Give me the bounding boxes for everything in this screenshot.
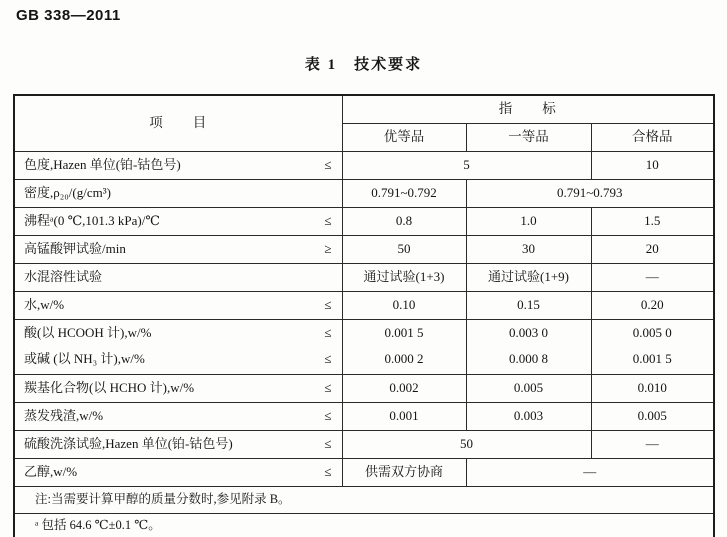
cell-boiling-first: 1.0 [466,207,591,235]
row-label-water: 水,w/% ≤ [14,291,342,319]
row-label-carbonyl: 羰基化合物(以 HCHO 计),w/% ≤ [14,374,342,402]
row-label-ethanol: 乙醇,w/% ≤ [14,458,342,486]
cell-acid-alkali-qualified: 0.005 0 0.001 5 [591,319,714,374]
cell-density-first-qualified: 0.791~0.793 [466,179,714,207]
table-row-permanganate [14,235,714,263]
cell-water-premium: 0.10 [342,291,466,319]
row-label-sulfuric-wash: 硫酸洗涤试验,Hazen 单位(铂-钴色号) ≤ [14,430,342,458]
table-row-note [14,486,714,513]
cell-evaporation-qualified: 0.005 [591,402,714,430]
table-row-density [14,179,714,207]
cell-ethanol-first-qualified: — [466,458,714,486]
row-label-color: 色度,Hazen 单位(铂-钴色号) ≤ [14,151,342,179]
cell-ethanol-premium: 供需双方协商 [342,458,466,486]
le-symbol: ≤ [324,212,332,228]
header-item: 项 目 [14,95,342,151]
cell-density-premium: 0.791~0.792 [342,179,466,207]
cell-permanganate-qualified: 20 [591,235,714,263]
row-label-density: 密度,ρ₂₀/(g/cm³) [14,179,342,207]
table-row-water-miscibility [14,263,714,291]
row-label-evaporation-residue: 蒸发残渣,w/% ≤ [14,402,342,430]
cell-water-miscibility-first: 通过试验(1+9) [466,263,591,291]
le-symbol: ≤ [324,156,332,172]
table-row-evaporation-residue [14,402,714,430]
le-symbol: ≤ [324,296,332,312]
ge-symbol: ≥ [324,240,332,256]
header-row-index [14,95,714,123]
header-grade-premium: 优等品 [342,123,466,151]
header-grade-qualified: 合格品 [591,123,714,151]
table-row-footnote [14,513,714,537]
table-row-ethanol [14,458,714,486]
row-label-water-miscibility: 水混溶性试验 [14,263,342,291]
cell-permanganate-premium: 50 [342,235,466,263]
header-index-group: 指 标 [342,95,714,123]
le-symbol: ≤ [324,463,332,479]
row-label-boiling-range: 沸程ᵃ(0 ℃,101.3 kPa)/℃ ≤ [14,207,342,235]
technical-requirements-table [13,94,715,537]
cell-boiling-qualified: 1.5 [591,207,714,235]
cell-carbonyl-premium: 0.002 [342,374,466,402]
cell-evaporation-premium: 0.001 [342,402,466,430]
table-row-acid-alkali [14,319,714,374]
row-label-acid-alkali: 酸(以 HCOOH 计),w/% ≤ 或碱 (以 NH₃ 计),w/% ≤ [14,319,342,374]
cell-carbonyl-qualified: 0.010 [591,374,714,402]
table-row-color [14,151,714,179]
table-row-boiling-range [14,207,714,235]
table-footnote: ᵃ 包括 64.6 ℃±0.1 ℃。 [14,513,714,537]
cell-water-miscibility-qualified: — [591,263,714,291]
table-row-water [14,291,714,319]
cell-water-qualified: 0.20 [591,291,714,319]
cell-water-miscibility-premium: 通过试验(1+3) [342,263,466,291]
table-row-sulfuric-wash [14,430,714,458]
cell-color-qualified: 10 [591,151,714,179]
table-note: 注:当需要计算甲醇的质量分数时,参见附录 B。 [14,486,714,513]
cell-acid-alkali-first: 0.003 0 0.000 8 [466,319,591,374]
cell-boiling-premium: 0.8 [342,207,466,235]
cell-color-premium-first: 5 [342,151,591,179]
header-grade-first: 一等品 [466,123,591,151]
cell-acid-alkali-premium: 0.001 5 0.000 2 [342,319,466,374]
cell-evaporation-first: 0.003 [466,402,591,430]
le-symbol: ≤ [324,379,332,395]
le-symbol: ≤ [324,351,332,367]
standard-code: GB 338—2011 [16,7,121,24]
table-caption: 表 1 技术要求 [304,57,423,73]
le-symbol: ≤ [324,407,332,423]
cell-permanganate-first: 30 [466,235,591,263]
le-symbol: ≤ [324,325,332,341]
cell-carbonyl-first: 0.005 [466,374,591,402]
row-label-permanganate: 高锰酸钾试验/min ≥ [14,235,342,263]
le-symbol: ≤ [324,435,332,451]
cell-sulfuric-qualified: — [591,430,714,458]
cell-sulfuric-premium-first: 50 [342,430,591,458]
cell-water-first: 0.15 [466,291,591,319]
table-row-carbonyl [14,374,714,402]
